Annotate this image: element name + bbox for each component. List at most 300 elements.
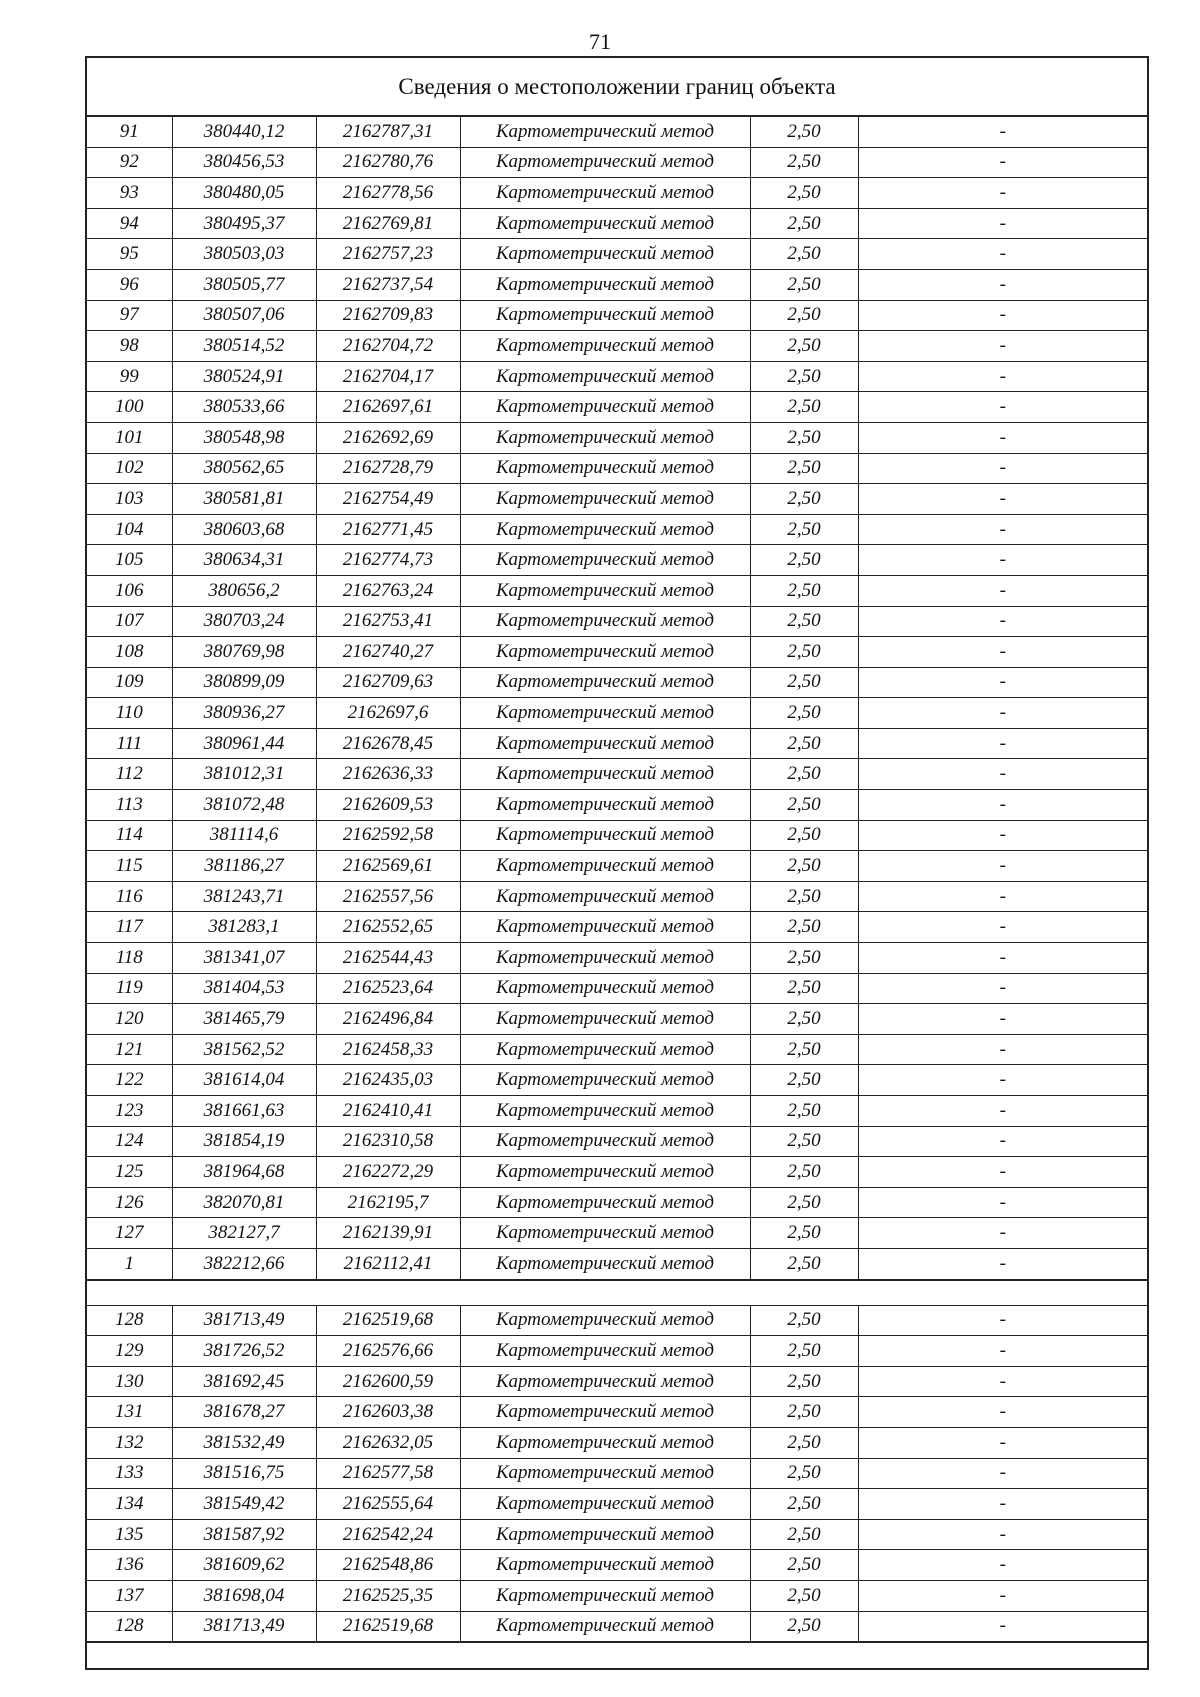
method-cell: Картометрический метод xyxy=(460,422,750,453)
note-cell: - xyxy=(858,331,1147,362)
y-coordinate-cell: 2162555,64 xyxy=(316,1489,460,1520)
x-coordinate-cell: 381465,79 xyxy=(172,1004,316,1035)
note-cell: - xyxy=(858,943,1147,974)
method-cell: Картометрический метод xyxy=(460,1550,750,1581)
table-row xyxy=(87,422,1147,453)
note-cell: - xyxy=(858,1397,1147,1428)
note-cell: - xyxy=(858,728,1147,759)
method-cell: Картометрический метод xyxy=(460,514,750,545)
x-coordinate-cell: 380936,27 xyxy=(172,698,316,729)
point-number-cell: 1 xyxy=(87,1248,172,1279)
note-cell: - xyxy=(858,239,1147,270)
note-cell: - xyxy=(858,361,1147,392)
method-cell: Картометрический метод xyxy=(460,1034,750,1065)
y-coordinate-cell: 2162310,58 xyxy=(316,1126,460,1157)
table-row xyxy=(87,1611,1147,1642)
point-number-cell: 102 xyxy=(87,453,172,484)
x-coordinate-cell: 380634,31 xyxy=(172,545,316,576)
accuracy-cell: 2,50 xyxy=(750,1397,858,1428)
y-coordinate-cell: 2162544,43 xyxy=(316,943,460,974)
y-coordinate-cell: 2162569,61 xyxy=(316,851,460,882)
x-coordinate-cell: 381692,45 xyxy=(172,1366,316,1397)
accuracy-cell: 2,50 xyxy=(750,1034,858,1065)
accuracy-cell: 2,50 xyxy=(750,759,858,790)
accuracy-cell: 2,50 xyxy=(750,973,858,1004)
accuracy-cell: 2,50 xyxy=(750,361,858,392)
note-cell: - xyxy=(858,392,1147,423)
accuracy-cell: 2,50 xyxy=(750,1004,858,1035)
point-number-cell: 108 xyxy=(87,637,172,668)
method-cell: Картометрический метод xyxy=(460,1065,750,1096)
method-cell: Картометрический метод xyxy=(460,698,750,729)
point-number-cell: 104 xyxy=(87,514,172,545)
table-row xyxy=(87,331,1147,362)
table-row xyxy=(87,1427,1147,1458)
note-cell: - xyxy=(858,1248,1147,1279)
point-number-cell: 128 xyxy=(87,1611,172,1642)
accuracy-cell: 2,50 xyxy=(750,1306,858,1336)
table-bottom-blank-row xyxy=(87,1643,1147,1668)
x-coordinate-cell: 380548,98 xyxy=(172,422,316,453)
point-number-cell: 137 xyxy=(87,1580,172,1611)
table-row xyxy=(87,1157,1147,1188)
point-number-cell: 98 xyxy=(87,331,172,362)
point-number-cell: 103 xyxy=(87,484,172,515)
y-coordinate-cell: 2162576,66 xyxy=(316,1336,460,1367)
note-cell: - xyxy=(858,117,1147,147)
note-cell: - xyxy=(858,1611,1147,1642)
accuracy-cell: 2,50 xyxy=(750,1065,858,1096)
y-coordinate-cell: 2162525,35 xyxy=(316,1580,460,1611)
note-cell: - xyxy=(858,178,1147,209)
table-row xyxy=(87,575,1147,606)
x-coordinate-cell: 381114,6 xyxy=(172,820,316,851)
method-cell: Картометрический метод xyxy=(460,1248,750,1279)
table-row xyxy=(87,1065,1147,1096)
y-coordinate-cell: 2162458,33 xyxy=(316,1034,460,1065)
method-cell: Картометрический метод xyxy=(460,912,750,943)
table-row xyxy=(87,1489,1147,1520)
x-coordinate-cell: 380507,06 xyxy=(172,300,316,331)
method-cell: Картометрический метод xyxy=(460,759,750,790)
method-cell: Картометрический метод xyxy=(460,545,750,576)
table-row xyxy=(87,1248,1147,1279)
method-cell: Картометрический метод xyxy=(460,1580,750,1611)
accuracy-cell: 2,50 xyxy=(750,484,858,515)
note-cell: - xyxy=(858,1366,1147,1397)
accuracy-cell: 2,50 xyxy=(750,912,858,943)
note-cell: - xyxy=(858,300,1147,331)
y-coordinate-cell: 2162496,84 xyxy=(316,1004,460,1035)
y-coordinate-cell: 2162636,33 xyxy=(316,759,460,790)
method-cell: Картометрический метод xyxy=(460,943,750,974)
x-coordinate-cell: 381072,48 xyxy=(172,790,316,821)
method-cell: Картометрический метод xyxy=(460,117,750,147)
method-cell: Картометрический метод xyxy=(460,1096,750,1127)
note-cell: - xyxy=(858,606,1147,637)
table-row xyxy=(87,208,1147,239)
table-row xyxy=(87,1580,1147,1611)
note-cell: - xyxy=(858,269,1147,300)
y-coordinate-cell: 2162577,58 xyxy=(316,1458,460,1489)
method-cell: Картометрический метод xyxy=(460,1187,750,1218)
y-coordinate-cell: 2162780,76 xyxy=(316,147,460,178)
method-cell: Картометрический метод xyxy=(460,1157,750,1188)
x-coordinate-cell: 382212,66 xyxy=(172,1248,316,1279)
method-cell: Картометрический метод xyxy=(460,1126,750,1157)
x-coordinate-cell: 380533,66 xyxy=(172,392,316,423)
point-number-cell: 115 xyxy=(87,851,172,882)
table-row xyxy=(87,820,1147,851)
accuracy-cell: 2,50 xyxy=(750,147,858,178)
accuracy-cell: 2,50 xyxy=(750,575,858,606)
accuracy-cell: 2,50 xyxy=(750,667,858,698)
point-number-cell: 109 xyxy=(87,667,172,698)
table-row xyxy=(87,1550,1147,1581)
method-cell: Картометрический метод xyxy=(460,1489,750,1520)
note-cell: - xyxy=(858,667,1147,698)
point-number-cell: 113 xyxy=(87,790,172,821)
note-cell: - xyxy=(858,759,1147,790)
table-row xyxy=(87,1306,1147,1336)
y-coordinate-cell: 2162519,68 xyxy=(316,1611,460,1642)
note-cell: - xyxy=(858,1427,1147,1458)
point-number-cell: 123 xyxy=(87,1096,172,1127)
x-coordinate-cell: 381186,27 xyxy=(172,851,316,882)
point-number-cell: 91 xyxy=(87,117,172,147)
method-cell: Картометрический метод xyxy=(460,453,750,484)
y-coordinate-cell: 2162771,45 xyxy=(316,514,460,545)
y-coordinate-cell: 2162195,7 xyxy=(316,1187,460,1218)
accuracy-cell: 2,50 xyxy=(750,1248,858,1279)
table-row xyxy=(87,1034,1147,1065)
method-cell: Картометрический метод xyxy=(460,1427,750,1458)
accuracy-cell: 2,50 xyxy=(750,728,858,759)
y-coordinate-cell: 2162709,63 xyxy=(316,667,460,698)
y-coordinate-cell: 2162697,61 xyxy=(316,392,460,423)
table-row xyxy=(87,606,1147,637)
accuracy-cell: 2,50 xyxy=(750,1550,858,1581)
y-coordinate-cell: 2162769,81 xyxy=(316,208,460,239)
x-coordinate-cell: 380503,03 xyxy=(172,239,316,270)
method-cell: Картометрический метод xyxy=(460,239,750,270)
accuracy-cell: 2,50 xyxy=(750,1157,858,1188)
y-coordinate-cell: 2162778,56 xyxy=(316,178,460,209)
y-coordinate-cell: 2162757,23 xyxy=(316,239,460,270)
table-row xyxy=(87,943,1147,974)
x-coordinate-cell: 380899,09 xyxy=(172,667,316,698)
point-number-cell: 117 xyxy=(87,912,172,943)
note-cell: - xyxy=(858,820,1147,851)
point-number-cell: 97 xyxy=(87,300,172,331)
point-number-cell: 101 xyxy=(87,422,172,453)
x-coordinate-cell: 380514,52 xyxy=(172,331,316,362)
accuracy-cell: 2,50 xyxy=(750,514,858,545)
table-row xyxy=(87,1096,1147,1127)
x-coordinate-cell: 380456,53 xyxy=(172,147,316,178)
table-row xyxy=(87,117,1147,147)
method-cell: Картометрический метод xyxy=(460,820,750,851)
point-number-cell: 110 xyxy=(87,698,172,729)
method-cell: Картометрический метод xyxy=(460,361,750,392)
table-row xyxy=(87,1458,1147,1489)
note-cell: - xyxy=(858,545,1147,576)
y-coordinate-cell: 2162787,31 xyxy=(316,117,460,147)
table-row xyxy=(87,790,1147,821)
x-coordinate-cell: 381283,1 xyxy=(172,912,316,943)
y-coordinate-cell: 2162603,38 xyxy=(316,1397,460,1428)
accuracy-cell: 2,50 xyxy=(750,943,858,974)
x-coordinate-cell: 380961,44 xyxy=(172,728,316,759)
x-coordinate-cell: 381678,27 xyxy=(172,1397,316,1428)
table-row xyxy=(87,392,1147,423)
table-row xyxy=(87,147,1147,178)
x-coordinate-cell: 382127,7 xyxy=(172,1218,316,1249)
x-coordinate-cell: 381549,42 xyxy=(172,1489,316,1520)
x-coordinate-cell: 380769,98 xyxy=(172,637,316,668)
point-number-cell: 131 xyxy=(87,1397,172,1428)
x-coordinate-cell: 382070,81 xyxy=(172,1187,316,1218)
x-coordinate-cell: 381341,07 xyxy=(172,943,316,974)
note-cell: - xyxy=(858,1096,1147,1127)
accuracy-cell: 2,50 xyxy=(750,1519,858,1550)
note-cell: - xyxy=(858,453,1147,484)
y-coordinate-cell: 2162609,53 xyxy=(316,790,460,821)
y-coordinate-cell: 2162519,68 xyxy=(316,1306,460,1336)
y-coordinate-cell: 2162435,03 xyxy=(316,1065,460,1096)
point-number-cell: 111 xyxy=(87,728,172,759)
accuracy-cell: 2,50 xyxy=(750,117,858,147)
section-1-rows xyxy=(87,117,1147,1280)
table-row xyxy=(87,269,1147,300)
x-coordinate-cell: 381516,75 xyxy=(172,1458,316,1489)
accuracy-cell: 2,50 xyxy=(750,606,858,637)
note-cell: - xyxy=(858,1580,1147,1611)
x-coordinate-cell: 380603,68 xyxy=(172,514,316,545)
accuracy-cell: 2,50 xyxy=(750,1187,858,1218)
accuracy-cell: 2,50 xyxy=(750,1458,858,1489)
x-coordinate-cell: 381854,19 xyxy=(172,1126,316,1157)
x-coordinate-cell: 380656,2 xyxy=(172,575,316,606)
method-cell: Картометрический метод xyxy=(460,1397,750,1428)
note-cell: - xyxy=(858,1550,1147,1581)
method-cell: Картометрический метод xyxy=(460,637,750,668)
x-coordinate-cell: 381587,92 xyxy=(172,1519,316,1550)
point-number-cell: 124 xyxy=(87,1126,172,1157)
note-cell: - xyxy=(858,881,1147,912)
y-coordinate-cell: 2162774,73 xyxy=(316,545,460,576)
x-coordinate-cell: 381964,68 xyxy=(172,1157,316,1188)
table-row xyxy=(87,851,1147,882)
point-number-cell: 119 xyxy=(87,973,172,1004)
point-number-cell: 134 xyxy=(87,1489,172,1520)
accuracy-cell: 2,50 xyxy=(750,1611,858,1642)
accuracy-cell: 2,50 xyxy=(750,331,858,362)
accuracy-cell: 2,50 xyxy=(750,545,858,576)
coordinates-table-section-2 xyxy=(87,1306,1147,1644)
y-coordinate-cell: 2162753,41 xyxy=(316,606,460,637)
accuracy-cell: 2,50 xyxy=(750,637,858,668)
table-row xyxy=(87,759,1147,790)
point-number-cell: 128 xyxy=(87,1306,172,1336)
accuracy-cell: 2,50 xyxy=(750,1489,858,1520)
x-coordinate-cell: 380480,05 xyxy=(172,178,316,209)
point-number-cell: 100 xyxy=(87,392,172,423)
table-row xyxy=(87,1187,1147,1218)
table-row xyxy=(87,728,1147,759)
note-cell: - xyxy=(858,1157,1147,1188)
accuracy-cell: 2,50 xyxy=(750,178,858,209)
accuracy-cell: 2,50 xyxy=(750,1218,858,1249)
method-cell: Картометрический метод xyxy=(460,147,750,178)
table-row xyxy=(87,239,1147,270)
note-cell: - xyxy=(858,1519,1147,1550)
method-cell: Картометрический метод xyxy=(460,790,750,821)
point-number-cell: 126 xyxy=(87,1187,172,1218)
accuracy-cell: 2,50 xyxy=(750,208,858,239)
point-number-cell: 127 xyxy=(87,1218,172,1249)
point-number-cell: 96 xyxy=(87,269,172,300)
accuracy-cell: 2,50 xyxy=(750,851,858,882)
table-row xyxy=(87,300,1147,331)
y-coordinate-cell: 2162542,24 xyxy=(316,1519,460,1550)
y-coordinate-cell: 2162557,56 xyxy=(316,881,460,912)
accuracy-cell: 2,50 xyxy=(750,1126,858,1157)
y-coordinate-cell: 2162592,58 xyxy=(316,820,460,851)
method-cell: Картометрический метод xyxy=(460,1611,750,1642)
y-coordinate-cell: 2162678,45 xyxy=(316,728,460,759)
method-cell: Картометрический метод xyxy=(460,178,750,209)
x-coordinate-cell: 381404,53 xyxy=(172,973,316,1004)
y-coordinate-cell: 2162763,24 xyxy=(316,575,460,606)
method-cell: Картометрический метод xyxy=(460,606,750,637)
accuracy-cell: 2,50 xyxy=(750,790,858,821)
table-row xyxy=(87,637,1147,668)
page-number: 71 xyxy=(589,29,611,54)
method-cell: Картометрический метод xyxy=(460,269,750,300)
method-cell: Картометрический метод xyxy=(460,575,750,606)
note-cell: - xyxy=(858,912,1147,943)
method-cell: Картометрический метод xyxy=(460,1458,750,1489)
point-number-cell: 130 xyxy=(87,1366,172,1397)
method-cell: Картометрический метод xyxy=(460,1336,750,1367)
x-coordinate-cell: 381562,52 xyxy=(172,1034,316,1065)
table-row xyxy=(87,881,1147,912)
table-row xyxy=(87,912,1147,943)
x-coordinate-cell: 380495,37 xyxy=(172,208,316,239)
x-coordinate-cell: 381243,71 xyxy=(172,881,316,912)
accuracy-cell: 2,50 xyxy=(750,422,858,453)
method-cell: Картометрический метод xyxy=(460,667,750,698)
y-coordinate-cell: 2162740,27 xyxy=(316,637,460,668)
note-cell: - xyxy=(858,851,1147,882)
table-row xyxy=(87,545,1147,576)
point-number-cell: 93 xyxy=(87,178,172,209)
method-cell: Картометрический метод xyxy=(460,1366,750,1397)
table-row xyxy=(87,698,1147,729)
table-row xyxy=(87,1218,1147,1249)
method-cell: Картометрический метод xyxy=(460,392,750,423)
y-coordinate-cell: 2162697,6 xyxy=(316,698,460,729)
section-2-rows xyxy=(87,1306,1147,1643)
y-coordinate-cell: 2162523,64 xyxy=(316,973,460,1004)
note-cell: - xyxy=(858,208,1147,239)
x-coordinate-cell: 380703,24 xyxy=(172,606,316,637)
y-coordinate-cell: 2162139,91 xyxy=(316,1218,460,1249)
point-number-cell: 106 xyxy=(87,575,172,606)
method-cell: Картометрический метод xyxy=(460,1306,750,1336)
note-cell: - xyxy=(858,698,1147,729)
method-cell: Картометрический метод xyxy=(460,851,750,882)
accuracy-cell: 2,50 xyxy=(750,269,858,300)
y-coordinate-cell: 2162754,49 xyxy=(316,484,460,515)
note-cell: - xyxy=(858,575,1147,606)
y-coordinate-cell: 2162410,41 xyxy=(316,1096,460,1127)
note-cell: - xyxy=(858,637,1147,668)
point-number-cell: 114 xyxy=(87,820,172,851)
point-number-cell: 92 xyxy=(87,147,172,178)
x-coordinate-cell: 380581,81 xyxy=(172,484,316,515)
point-number-cell: 125 xyxy=(87,1157,172,1188)
y-coordinate-cell: 2162704,17 xyxy=(316,361,460,392)
x-coordinate-cell: 381614,04 xyxy=(172,1065,316,1096)
y-coordinate-cell: 2162600,59 xyxy=(316,1366,460,1397)
note-cell: - xyxy=(858,1306,1147,1336)
point-number-cell: 112 xyxy=(87,759,172,790)
x-coordinate-cell: 380505,77 xyxy=(172,269,316,300)
note-cell: - xyxy=(858,1126,1147,1157)
accuracy-cell: 2,50 xyxy=(750,1336,858,1367)
accuracy-cell: 2,50 xyxy=(750,820,858,851)
point-number-cell: 122 xyxy=(87,1065,172,1096)
point-number-cell: 121 xyxy=(87,1034,172,1065)
accuracy-cell: 2,50 xyxy=(750,881,858,912)
y-coordinate-cell: 2162728,79 xyxy=(316,453,460,484)
x-coordinate-cell: 381012,31 xyxy=(172,759,316,790)
note-cell: - xyxy=(858,1065,1147,1096)
method-cell: Картометрический метод xyxy=(460,1004,750,1035)
boundary-table-frame xyxy=(85,56,1149,1670)
point-number-cell: 94 xyxy=(87,208,172,239)
note-cell: - xyxy=(858,1034,1147,1065)
table-row xyxy=(87,667,1147,698)
x-coordinate-cell: 381661,63 xyxy=(172,1096,316,1127)
method-cell: Картометрический метод xyxy=(460,208,750,239)
point-number-cell: 136 xyxy=(87,1550,172,1581)
x-coordinate-cell: 381698,04 xyxy=(172,1580,316,1611)
table-row xyxy=(87,1336,1147,1367)
coordinates-table-section-1 xyxy=(87,117,1147,1281)
method-cell: Картометрический метод xyxy=(460,973,750,1004)
note-cell: - xyxy=(858,147,1147,178)
accuracy-cell: 2,50 xyxy=(750,1580,858,1611)
x-coordinate-cell: 381713,49 xyxy=(172,1306,316,1336)
accuracy-cell: 2,50 xyxy=(750,1096,858,1127)
y-coordinate-cell: 2162737,54 xyxy=(316,269,460,300)
y-coordinate-cell: 2162692,69 xyxy=(316,422,460,453)
accuracy-cell: 2,50 xyxy=(750,392,858,423)
point-number-cell: 133 xyxy=(87,1458,172,1489)
note-cell: - xyxy=(858,484,1147,515)
y-coordinate-cell: 2162709,83 xyxy=(316,300,460,331)
note-cell: - xyxy=(858,1218,1147,1249)
y-coordinate-cell: 2162632,05 xyxy=(316,1427,460,1458)
y-coordinate-cell: 2162112,41 xyxy=(316,1248,460,1279)
x-coordinate-cell: 381713,49 xyxy=(172,1611,316,1642)
section-separator xyxy=(87,1281,1147,1306)
table-row xyxy=(87,1519,1147,1550)
x-coordinate-cell: 381532,49 xyxy=(172,1427,316,1458)
